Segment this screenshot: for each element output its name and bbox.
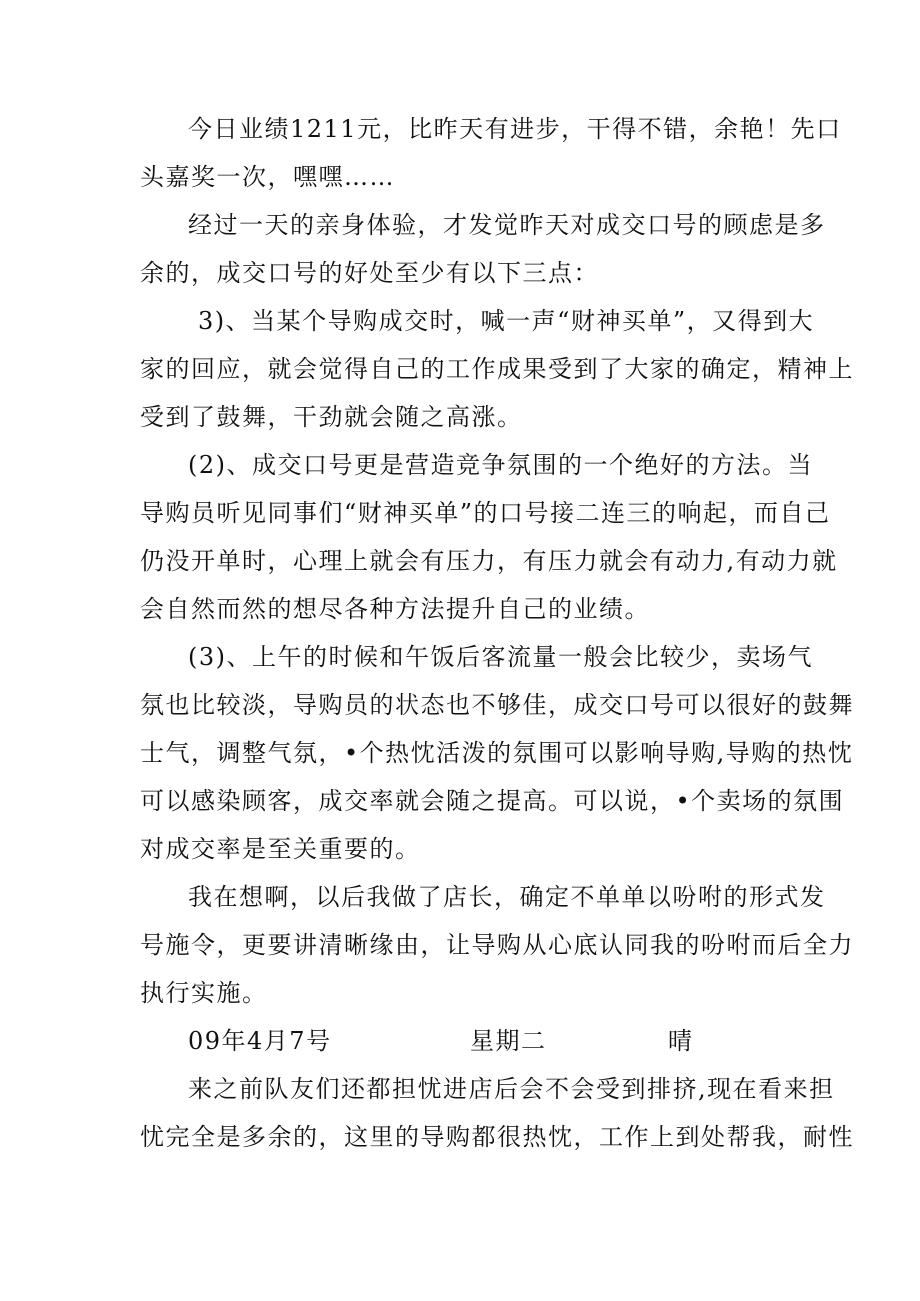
- paragraph-line: 会自然而然的想尽各种方法提升自己的业绩。: [140, 595, 650, 623]
- paragraph-point-2: [140, 441, 838, 633]
- paragraph-line: 余的，成交口号的好处至少有以下三点：: [140, 259, 599, 287]
- paragraph-line: 头嘉奖一次，嘿嘿……: [140, 163, 395, 191]
- diary-weekday: 星期二: [470, 1027, 547, 1055]
- paragraph-new-entry: [140, 1065, 854, 1161]
- paragraph-line: 士气，调整气氛，•个热忱活泼的氛围可以影响导购,导购的热忱: [140, 739, 854, 767]
- paragraph-line: 3)、当某个导购成交时，喊一声“财神买单”，又得到大: [198, 307, 815, 335]
- document-body: [140, 105, 854, 1161]
- paragraph-line: 仍没开单时，心理上就会有压力，有压力就会有动力,有动力就: [140, 547, 838, 575]
- paragraph-line: (3)、上午的时候和午饭后客流量一般会比较少，卖场气: [188, 643, 813, 671]
- paragraph-line: 执行实施。: [140, 979, 268, 1007]
- paragraph-line: 来之前队友们还都担忧进店后会不会受到排挤,现在看来担: [188, 1075, 835, 1103]
- diary-date: 09年4月7号: [188, 1027, 332, 1055]
- diary-weather: 晴: [668, 1027, 694, 1055]
- paragraph-line: 号施令，更要讲清晰缘由，让导购从心底认同我的吩咐而后全力: [140, 931, 854, 959]
- paragraph-line: 今日业绩1211元，比昨天有进步，干得不错，余艳！先口: [188, 115, 842, 143]
- paragraph-line: 我在想啊，以后我做了店长，确定不单单以吩咐的形式发: [188, 883, 826, 911]
- paragraph-reflection: [140, 873, 854, 1017]
- paragraph-line: 对成交率是至关重要的。: [140, 835, 421, 863]
- paragraph-line: 可以感染顾客，成交率就会随之提高。可以说，•个卖场的氛围: [140, 787, 845, 815]
- paragraph-line: 忧完全是多余的，这里的导购都很热忱，工作上到处帮我，耐性: [140, 1123, 854, 1151]
- paragraph-line: 家的回应，就会觉得自己的工作成果受到了大家的确定，精神上: [140, 355, 854, 383]
- paragraph-point-1: [140, 297, 854, 441]
- paragraph-line: 受到了鼓舞，干劲就会随之高涨。: [140, 403, 523, 431]
- paragraph-point-3: [140, 633, 854, 873]
- paragraph-line: 经过一天的亲身体验，才发觉昨天对成交口号的顾虑是多: [188, 211, 826, 239]
- paragraph-experience: [140, 201, 826, 297]
- paragraph-line: 氛也比较淡，导购员的状态也不够佳，成交口号可以很好的鼓舞: [140, 691, 854, 719]
- paragraph-line: (2)、成交口号更是营造竞争氛围的一个绝好的方法。当: [188, 451, 813, 479]
- paragraph-line: 导购员听见同事们“财神买单”的口号接二连三的响起，而自己: [140, 499, 831, 527]
- diary-date-row: [140, 1017, 780, 1065]
- paragraph-praise: [140, 105, 842, 201]
